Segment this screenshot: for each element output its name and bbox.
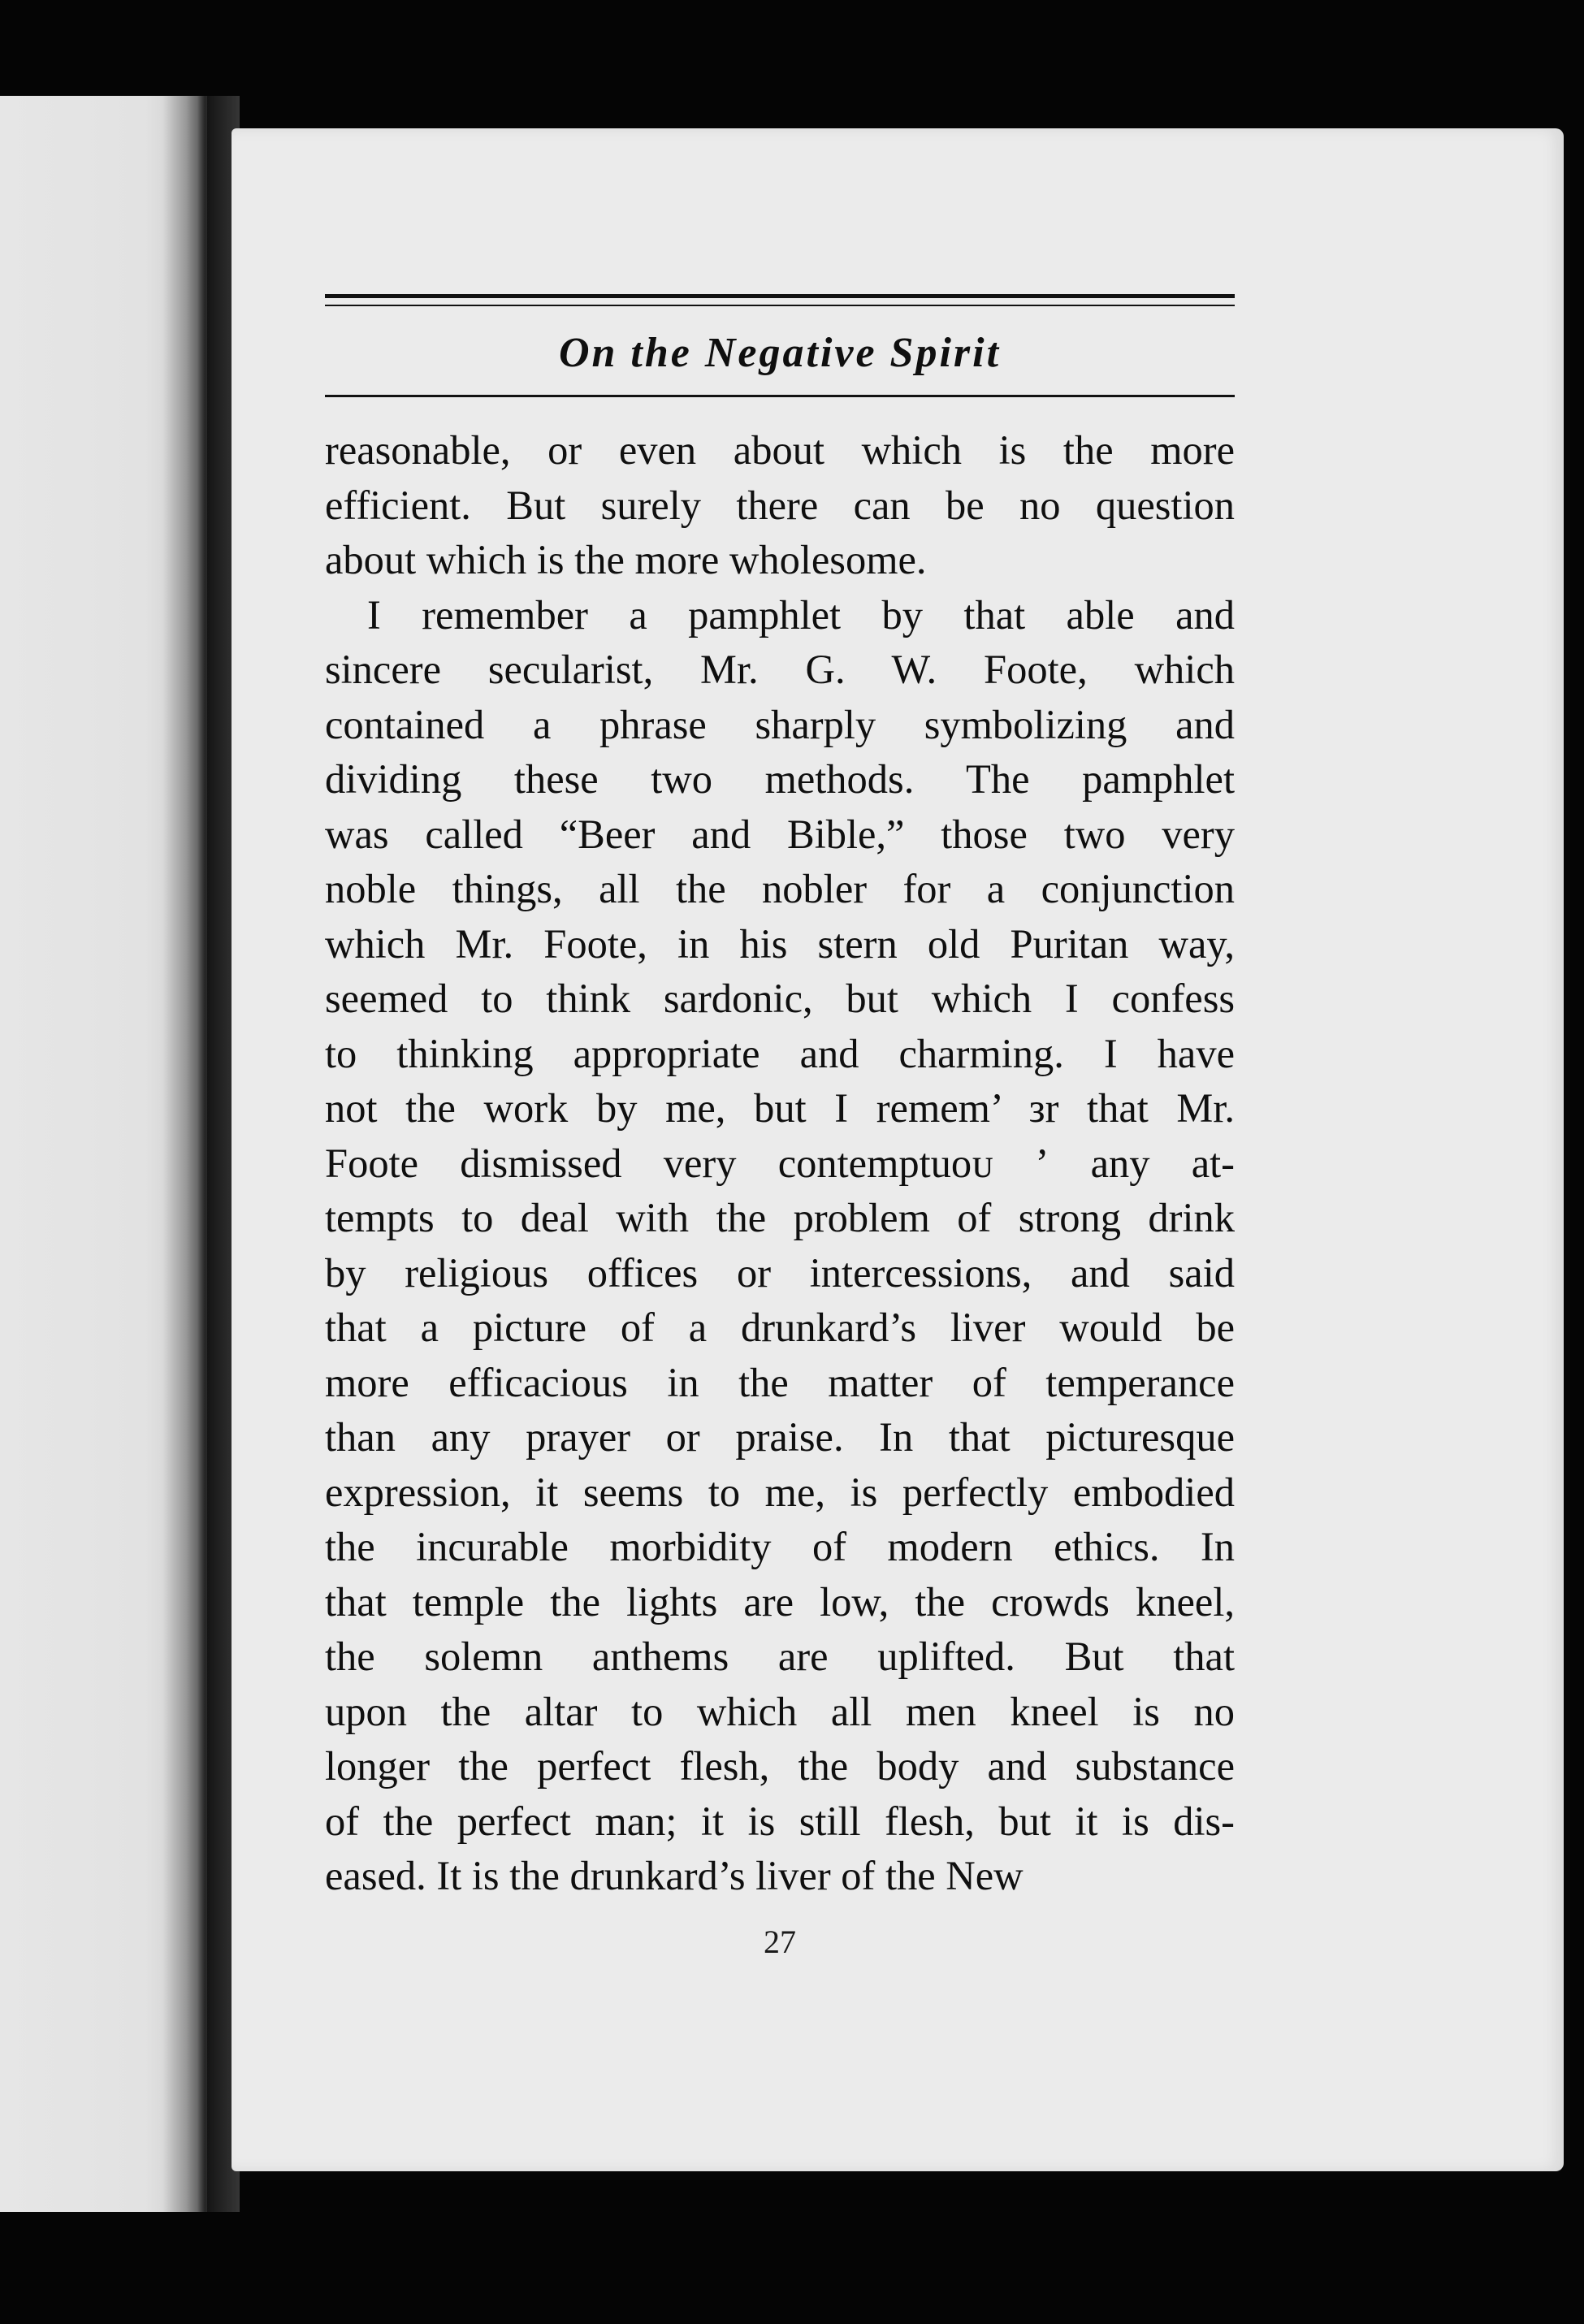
text-line: by religious offices or intercessions, and said — [325, 1249, 1235, 1296]
text-line: noble things, all the nobler for a conjunction — [325, 866, 1235, 911]
text-line: not the work by me, but I remem’ зr that Mr. — [325, 1085, 1235, 1131]
text-line: which Mr. Foote, in his stern old Puritan way, — [325, 920, 1235, 967]
text-line: was called “Beer and Bible,” those two very — [325, 811, 1235, 857]
paragraph — [325, 588, 1235, 1904]
text-line: expression, it seems to me, is perfectly embodied — [325, 1469, 1235, 1515]
text-line: of the perfect man; it is still flesh, but it is dis- — [325, 1798, 1235, 1844]
text-line: contained a phrase sharply symbolizing and — [325, 701, 1235, 747]
text-line: than any prayer or praise. In that picturesque — [325, 1414, 1235, 1460]
page-content — [325, 294, 1235, 1960]
text-line: efficient. But surely there can be no question — [325, 482, 1235, 528]
text-line: sincere secularist, Mr. G. W. Foote, which — [325, 647, 1235, 692]
text-line: upon the altar to which all men kneel is no — [325, 1688, 1235, 1734]
text-line: more efficacious in the matter of temperance — [325, 1359, 1235, 1405]
text-line: I remember a pamphlet by that able and — [367, 591, 1235, 638]
header-rule — [325, 395, 1235, 397]
text-line: Foote dismissed very contemptuoᴜ ʼ any at- — [325, 1140, 1235, 1186]
book-gutter — [162, 96, 240, 2212]
text-line: the incurable morbidity of modern ethics. In — [325, 1524, 1235, 1569]
text-line: reasonable, or even about which is the more — [325, 427, 1235, 473]
page-number: 27 — [764, 1924, 796, 1960]
text-line: dividing these two methods. The pamphlet — [325, 756, 1235, 802]
text-line: about which is the more wholesome. — [325, 537, 927, 582]
running-head: On the Negative Spirit — [558, 330, 1002, 376]
paragraph — [325, 423, 1235, 588]
text-line: that temple the lights are low, the crowds kneel, — [325, 1578, 1235, 1625]
text-line: tempts to deal with the problem of strong drink — [325, 1195, 1235, 1240]
text-line: the solemn anthems are uplifted. But that — [325, 1634, 1235, 1679]
header-double-rule — [325, 294, 1235, 306]
text-line: that a picture of a drunkard’s liver would be — [325, 1305, 1235, 1350]
text-line: seemed to think sardonic, but which I confess — [325, 976, 1235, 1021]
text-line: to thinking appropriate and charming. I have — [325, 1030, 1235, 1076]
text-line: eased. It is the drunkard’s liver of the New — [325, 1853, 1024, 1898]
text-line: longer the perfect flesh, the body and substance — [325, 1743, 1235, 1789]
body-text — [325, 423, 1235, 1904]
